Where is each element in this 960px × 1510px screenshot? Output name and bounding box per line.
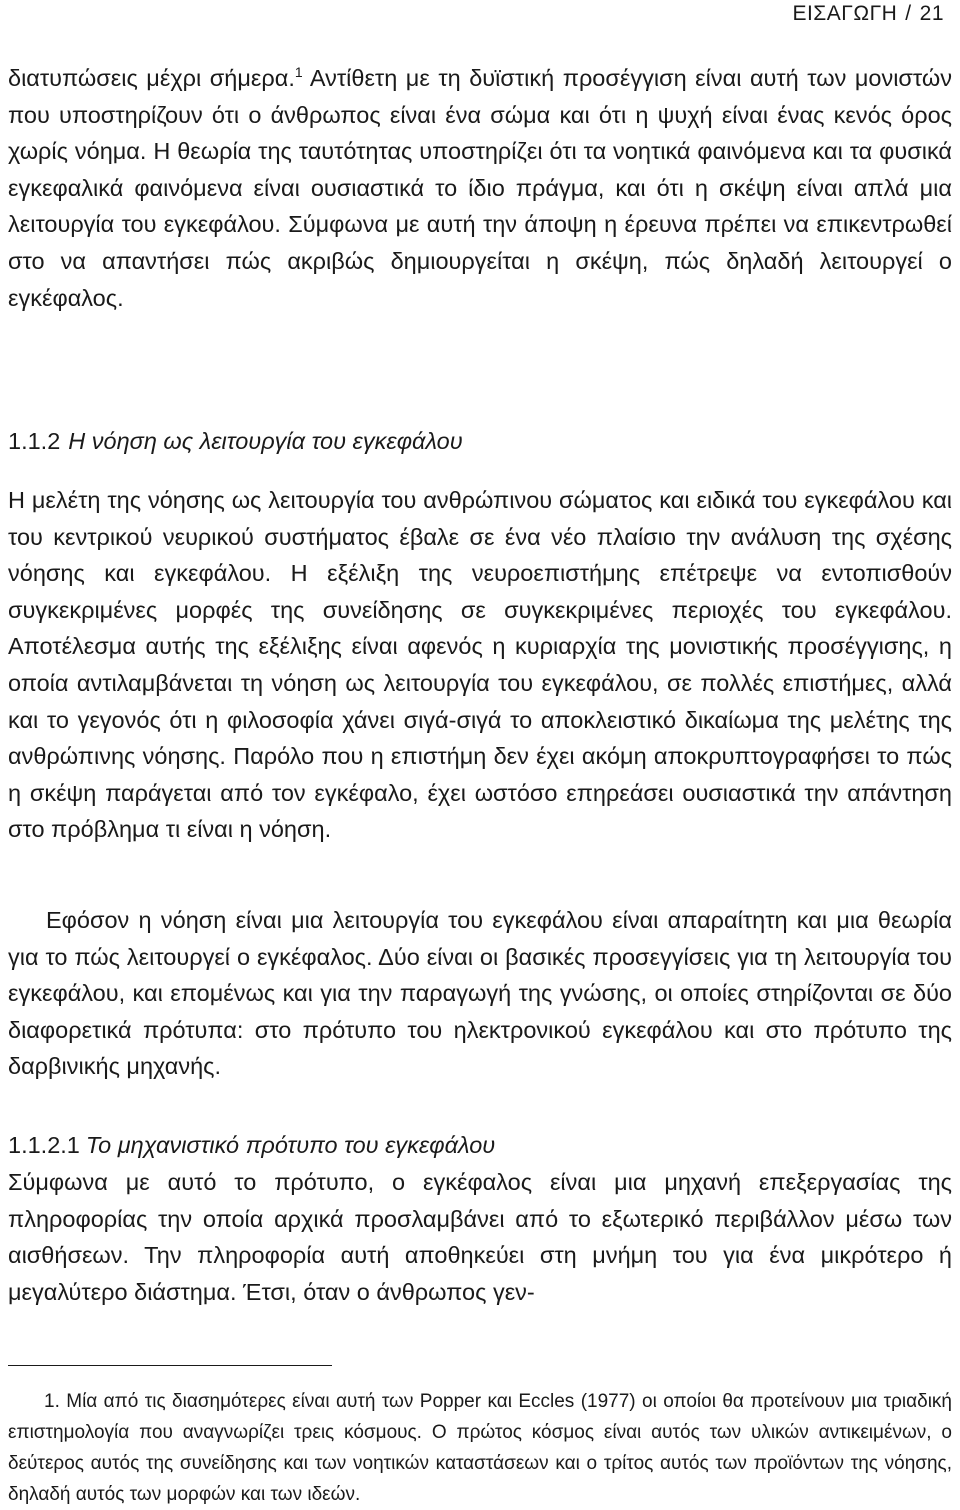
paragraph-3: Εφόσον η νόηση είναι μια λειτουργία του εγκεφάλου είναι απαραίτητη και μια θεωρία για το πώς λειτουργεί ο εγκέφαλος. Δύο είναι οι βασικές προσεγγίσεις για τη λειτουργία του εγκεφάλου, και επομένως και για την παραγωγή της γνώσης, οι οποίες στηρίζονται σε δύο διαφορετικά πρότυπα: στο πρότυπο του ηλεκτρονικού εγκεφάλου και στο πρότυπο της δαρβινικής μηχανής. [8, 907, 952, 1080]
section-heading [8, 423, 463, 459]
running-head [792, 2, 944, 26]
running-head-separator: / [905, 2, 912, 25]
paragraph-4: Σύμφωνα με αυτό το πρότυπο, ο εγκέφαλος είναι μια μηχανή επεξεργασίας της πληροφορίας την οποία αρχικά προσλαμβάνει από το εξωτερικό περιβάλλον μέσω των αισθήσεων. Την πληροφορία αυτή αποθηκεύει στη μνήμη του για ένα μικρότερο ή μεγαλύτερο διάστημα. Έτσι, όταν ο άνθρωπος γεν- [8, 1169, 952, 1305]
paragraph-1 [8, 60, 952, 316]
section-number: 1.1.2 [8, 428, 61, 454]
footnote-marker[interactable]: 1 [294, 64, 303, 81]
running-head-title: ΕΙΣΑΓΩΓΗ [792, 2, 898, 25]
section-title: Η νόηση ως λειτουργία του εγκεφάλου [68, 428, 463, 454]
subsection-number: 1.1.2.1 [8, 1132, 80, 1158]
page-number: 21 [919, 2, 944, 25]
paragraph-2: Η μελέτη της νόησης ως λειτουργία του ανθρώπινου σώματος και ειδικά του εγκεφάλου και του κεντρικού νευρικού συστήματος έβαλε σε ένα νέο πλαίσιο την ανάλυση της σχέσης νόησης και εγκεφάλου. Η εξέλιξη της νευροεπιστήμης επέτρεψε να εντοπισθούν συγκεκριμένες μορφές της συνείδησης σε συγκεκριμένες περιοχές του εγκεφάλου. Αποτέλεσμα αυτής της εξέλιξης είναι αφενός η κυριαρχία της μονιστικής προσέγγισης, η οποία αντιλαμβάνεται τη νόηση ως λειτουργία του εγκεφάλου, σε πολλές επιστήμες, αλλά και το γεγονός ότι η φιλοσοφία χάνει σιγά-σιγά το αποκλειστικό δικαίωμα της μελέτης της ανθρώπινης νόησης. Παρόλο που η επιστήμη δεν έχει ακόμη αποκρυπτογραφήσει το πώς η σκέψη παράγεται από τον εγκέφαλο, έχει ωστόσο επηρεάσει ουσιαστικά την απάντηση στο πρόβλημα τι είναι η νόηση. [8, 487, 952, 843]
subsection-title: Το μηχανιστικό πρότυπο του εγκεφάλου [85, 1132, 496, 1158]
footnote-divider [8, 1365, 332, 1366]
footnote: 1. Μία από τις διασημότερες είναι αυτή των Popper και Eccles (1977) οι οποίοι θα προτείνουν μια τριαδική επιστημολογία που αναγνωρίζει τρεις κόσμους. Ο πρώτος κόσμος είναι αυτός των υλικών αντικειμένων, ο δεύτερος αυτός της συνείδησης και των νοητικών καταστάσεων και ο τρίτος αυτός των προϊόντων της νόησης, δηλαδή αυτός των μορφών και των ιδεών. [8, 1391, 952, 1505]
subsection-heading [8, 1127, 495, 1163]
paragraph-1-part-a: διατυπώσεις μέχρι σήμερα. [8, 65, 295, 91]
paragraph-1-part-b: Αντίθετη με τη δυϊστική προσέγγιση είναι αυτή των μονιστών που υποστηρίζουν ότι ο άνθρωπος είναι ένα σώμα και ότι η ψυχή είναι ένας κενός όρος χωρίς νόημα. Η θεωρία της ταυτότητας υποστηρίζει ότι τα νοητικά φαινόμενα και τα φυσικά εγκεφαλικά φαινόμενα είναι ουσιαστικά το ίδιο πράγμα, και ότι η σκέψη είναι απλά μια λειτουργία του εγκεφάλου. Σύμφωνα με αυτή την άποψη η έρευνα πρέπει να επικεντρωθεί στο να απαντήσει πώς ακριβώς δημιουργείται η σκέψη, πώς δηλαδή λειτουργεί ο εγκέφαλος. [8, 65, 952, 311]
